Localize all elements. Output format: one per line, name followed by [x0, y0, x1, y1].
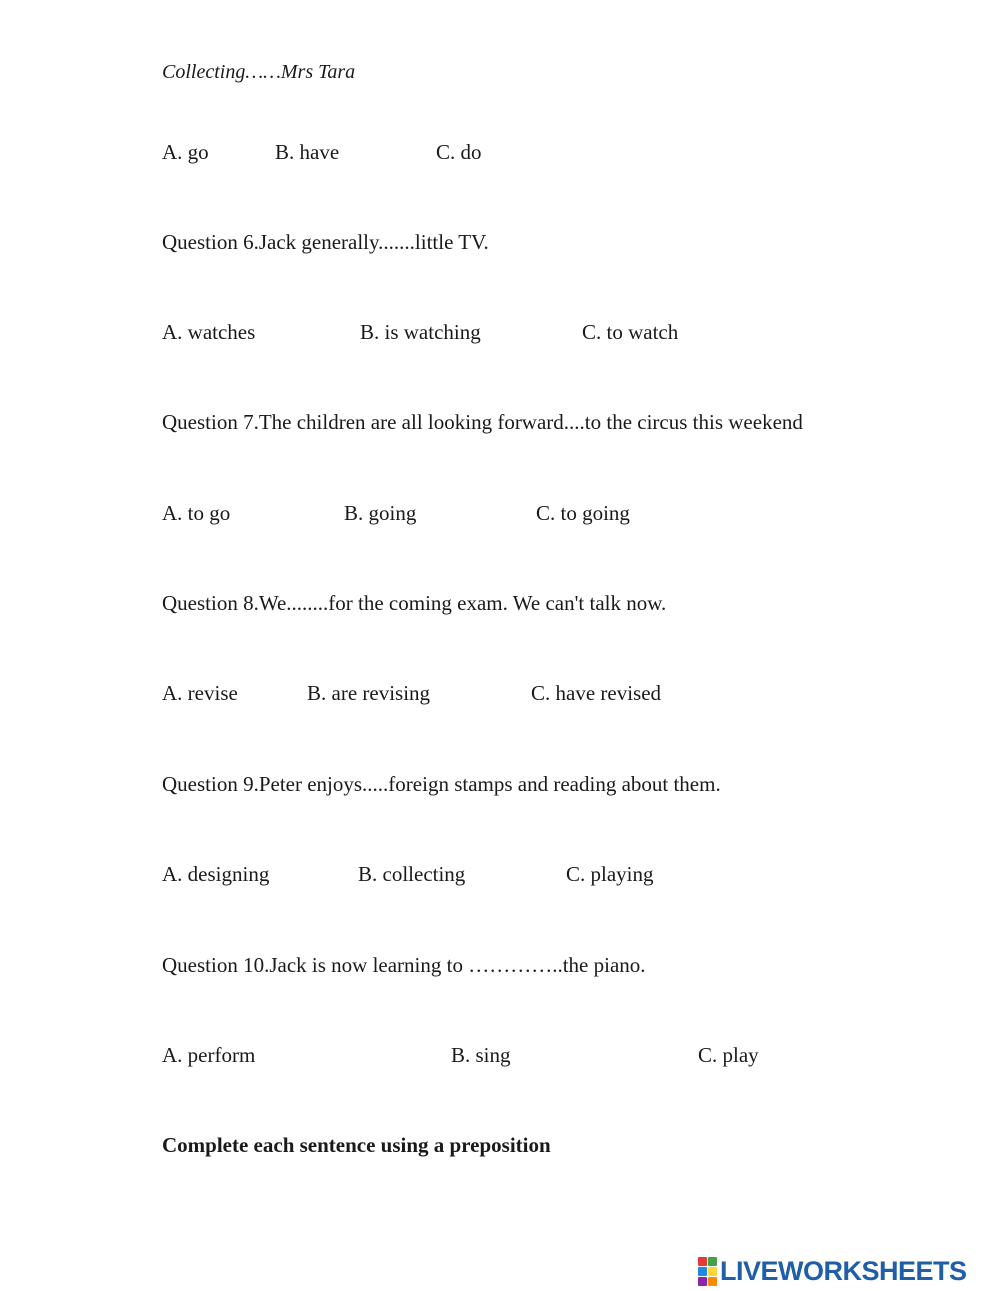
- liveworksheets-logo: [698, 1256, 967, 1286]
- q8-option-a: A. revise: [162, 681, 238, 705]
- q6-option-c: C. to watch: [582, 320, 679, 344]
- section-heading: Complete each sentence using a preposition: [162, 1133, 551, 1157]
- q5-option-c: C. do: [436, 140, 482, 164]
- q6-option-b: B. is watching: [360, 320, 481, 344]
- q9-option-c: C. playing: [566, 862, 654, 886]
- q5-option-a: A. go: [162, 140, 209, 164]
- question-9: Question 9.Peter enjoys.....foreign stamps and reading about them.: [162, 772, 721, 796]
- q10-option-c: C. play: [698, 1043, 759, 1067]
- q5-option-b: B. have: [275, 140, 340, 164]
- question-8: Question 8.We........for the coming exam. We can't talk now.: [162, 591, 667, 615]
- liveworksheets-logo-icon: [698, 1257, 717, 1286]
- liveworksheets-logo-text: LIVEWORKSHEETS: [720, 1256, 967, 1286]
- question-6: Question 6.Jack generally.......little TV.: [162, 230, 489, 254]
- q7-option-c: C. to going: [536, 501, 630, 525]
- q6-option-a: A. watches: [162, 320, 256, 344]
- q9-option-a: A. designing: [162, 862, 270, 886]
- q10-option-b: B. sing: [451, 1043, 511, 1067]
- q8-option-c: C. have revised: [531, 681, 662, 705]
- q9-option-b: B. collecting: [358, 862, 466, 886]
- header-credit: Collecting……Mrs Tara: [162, 61, 356, 83]
- q7-option-a: A. to go: [162, 501, 231, 525]
- q10-option-a: A. perform: [162, 1043, 256, 1067]
- question-7: Question 7.The children are all looking forward....to the circus this weekend: [162, 410, 803, 434]
- q7-option-b: B. going: [344, 501, 417, 525]
- question-10: Question 10.Jack is now learning to …………..the piano.: [162, 953, 646, 977]
- q8-option-b: B. are revising: [307, 681, 431, 705]
